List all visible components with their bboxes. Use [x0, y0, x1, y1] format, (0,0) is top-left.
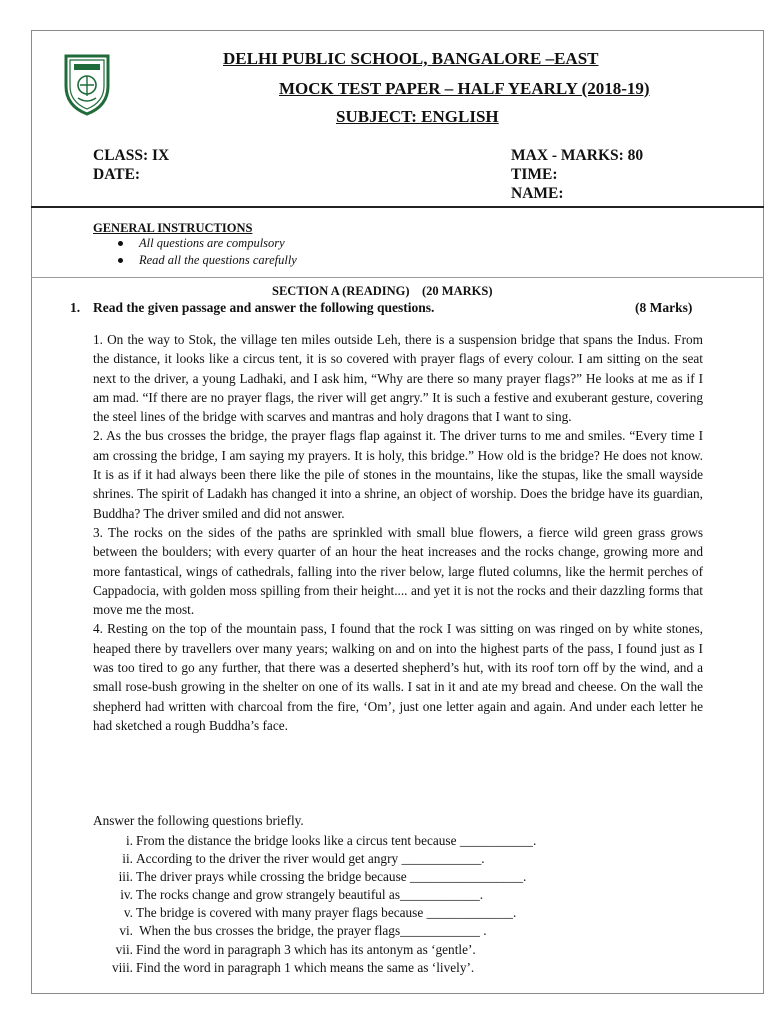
question-number: 1.: [70, 300, 81, 315]
question-text: The bridge is covered with many prayer flags because _____________.: [136, 905, 517, 921]
list-item: [93, 904, 713, 922]
max-marks-label: MAX - MARKS: 80: [511, 147, 644, 164]
section-title: SECTION A (READING) (20 MARKS): [272, 284, 493, 298]
list-item: [93, 922, 713, 940]
question-numeral: viii.: [111, 959, 133, 975]
passage-paragraph: 3. The rocks on the sides of the paths are sprinkled with small blue flowers, a fierce wild green grass grows between the boulders; with every quarter of an hour the heat increases and the rocks change, growing more and more fantastical, wings of cathedrals, falling into the river below, large fluted columns, like the hermit perches of Cappadocia, with golden moss spilling from their height.... and yet it is not the rocks and their dazzling forms that move me the most.: [93, 524, 703, 618]
question-text: From the distance the bridge looks like a circus tent because ___________.: [136, 833, 537, 848]
question-text: The driver prays while crossing the bridge because _________________.: [136, 869, 527, 885]
bullet-icon: [118, 258, 123, 263]
instructions-divider: [31, 277, 764, 278]
subject-title: SUBJECT: ENGLISH: [336, 107, 499, 126]
list-item: [93, 850, 713, 868]
time-label: TIME:: [511, 166, 558, 183]
instructions-heading: GENERAL INSTRUCTIONS: [93, 221, 253, 235]
question-text: When the bus crosses the bridge, the prayer flags____________ .: [136, 923, 487, 939]
list-item: [93, 868, 713, 886]
list-item: [93, 959, 713, 977]
question-numeral: iii.: [118, 869, 133, 885]
question-text: According to the driver the river would get angry ____________.: [136, 851, 485, 867]
class-label: CLASS: IX: [93, 147, 170, 164]
question-text: Read the given passage and answer the following questions.: [93, 300, 435, 315]
questions-intro: Answer the following questions briefly.: [93, 813, 304, 828]
question-numeral: vii.: [115, 941, 133, 957]
passage-paragraph: 1. On the way to Stok, the village ten miles outside Leh, there is a suspension bridge that spans the Indus. From the distance, it looks like a circus tent, it is so covered with prayer flags of every colour. I am sitting on the seat next to the driver, a young Ladhaki, and I ask him, “Why are there so many prayer flags?” He looks at me as if I am mad. “If there are no prayer flags, the river will get angry.” It is such a festive and exuberant gesture, covering the steel lines of the bridge with scarves and mantras and holy dragons that I want to sing.: [93, 332, 703, 425]
exam-title: MOCK TEST PAPER – HALF YEARLY (2018-19): [279, 79, 650, 98]
list-item: [93, 832, 713, 850]
question-text: Find the word in paragraph 1 which means the same as ‘lively’.: [136, 959, 475, 975]
questions-list: [93, 832, 713, 977]
question-numeral: ii.: [122, 851, 133, 867]
list-item: [93, 886, 713, 904]
question-numeral: i.: [125, 833, 133, 848]
school-name: DELHI PUBLIC SCHOOL, BANGALORE –EAST: [223, 49, 599, 68]
instruction-item: All questions are compulsory: [139, 236, 285, 250]
passage-paragraph: 2. As the bus crosses the bridge, the prayer flags flap against it. The driver turns to me and smiles. “Every time I am crossing the bridge, I am saying my prayers. It is holy, this bridge.” How old is the bridge? He does not know. It is as if it had always been there like the pile of stones in the mountains, like the stupas, like the small wayside shrines. The spirit of Ladakh has changed it into a shrine, an object of worship. Does the bridge have its guardian, Buddha? The driver smiled and did not answer.: [93, 428, 703, 521]
question-text: The rocks change and grow strangely beautiful as____________.: [136, 887, 484, 903]
name-label: NAME:: [511, 185, 564, 202]
bullet-icon: [118, 241, 123, 246]
question-numeral: vi.: [119, 923, 133, 939]
question-numeral: iv.: [120, 887, 133, 903]
question-numeral: v.: [123, 905, 133, 921]
passage-paragraph: 4. Resting on the top of the mountain pass, I found that the rock I was sitting on was ringed on by white stones, heaped there by travellers over many years; walking on and on into the highest parts of the pass, I found just as I was too tired to go any further, that there was a deserted shepherd’s hut, with its roof torn off by the wind, and a small rose-bush growing in the shelter on one of its walls. I sat in it and ate my bread and cheese. On the wall the shepherd had written with charcoal from the fire, ‘Om’, just one letter again and again. And under each letter he had sketched a rough Buddha’s face.: [93, 621, 703, 733]
list-item: [93, 941, 713, 959]
date-label: DATE:: [93, 166, 141, 183]
question-marks: (8 Marks): [635, 300, 693, 315]
instruction-item: Read all the questions carefully: [139, 253, 297, 267]
question-text: Find the word in paragraph 3 which has its antonym as ‘gentle’.: [136, 941, 476, 957]
header-divider: [31, 206, 764, 208]
reading-passage: [93, 330, 703, 735]
school-crest-icon: [62, 52, 112, 116]
